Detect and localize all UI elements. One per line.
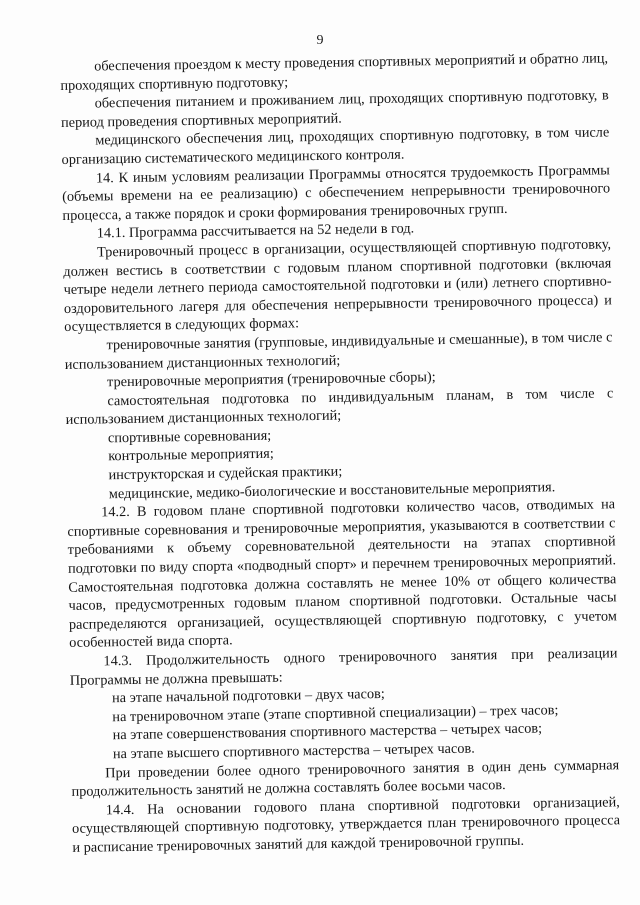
list-item-training-camps: тренировочные мероприятия (тренировочные сборы); bbox=[106, 369, 436, 391]
list-item-competitions: спортивные соревнования; bbox=[107, 427, 272, 447]
list-item-improvement-stage: на этапе совершенствования спортивного мастерства – четырех часов; bbox=[112, 720, 543, 744]
paragraph-14: 14. К иным условиям реализации Программы относятся трудоемкость Программы (объемы времени на ее реализацию) с обеспечением непрерывности тренировочного процесса, а также порядок и сроки формирования тренировочных групп. bbox=[62, 161, 611, 224]
list-item-training-sessions: тренировочные занятия (групповые, индивидуальные и смешанные), в том числе с использованием дистанционных технологий; bbox=[64, 329, 613, 373]
paragraph-transport: обеспечения проездом к месту проведения спортивных мероприятий и обратно лиц, проходящих спортивную подготовку; bbox=[60, 50, 609, 94]
paragraph-14-1: 14.1. Программа рассчитывается на 52 недели в год. bbox=[96, 220, 415, 242]
document-body bbox=[60, 49, 620, 857]
paragraph-14-2: 14.2. В годовом плане спортивной подготовки количество часов, отводимых на спортивные соревнования и тренировочные мероприятия, указываются в соответствии с требованиями к объему соревновательной деятельности на этапах спортивной подготовки по виду спорта «подводный спорт» и перечнем тренировочных мероприятий. Самостоятельная подготовка должна составлять не менее 10% от общего количества часов, предусмотренных годовым планом спортивной подготовки. Остальные часы распределяются организацией, осуществляющей спортивную подготовку, с учетом особенностей вида спорта. bbox=[67, 496, 617, 652]
list-item-initial-stage: на этапе начальной подготовки – двух часов; bbox=[111, 686, 385, 707]
list-item-self-training: самостоятельная подготовка по индивидуальным планам, в том числе с использованием дистанционных технологий; bbox=[65, 385, 614, 429]
paragraph-14-3: 14.3. Продолжительность одного тренировочного занятия при реализации Программы не должна превышать: bbox=[69, 645, 618, 689]
page-number: 9 bbox=[316, 33, 324, 48]
paragraph-medical: медицинского обеспечения лиц, проходящих спортивную подготовку, в том числе организацию систематического медицинского контроля. bbox=[61, 124, 610, 168]
paragraph-multiple-sessions: При проведении более одного тренировочного занятия в один день суммарная продолжительность занятий не должна составлять более восьми часов. bbox=[71, 756, 620, 801]
paragraph-training-process: Тренировочный процесс в организации, осуществляющей спортивную подготовку, должен вестись в соответствии с годовым планом спортивной подготовки (включая четыре недели летнего периода самостоятельной подготовки и (или) летнего спортивно-оздоровительного лагеря для обеспечения непрерывности тренировочного процесса) и осуществляется в следующих формах: bbox=[63, 236, 612, 336]
paragraph-food-lodging: обеспечения питанием и проживанием лиц, проходящих спортивную подготовку, в период проведения спортивных мероприятий. bbox=[60, 87, 609, 131]
list-item-control-events: контрольные мероприятия; bbox=[108, 446, 274, 465]
list-item-medical-events: медицинские, медико-биологические и восстановительные мероприятия. bbox=[108, 478, 556, 502]
list-item-training-stage: на тренировочном этапе (этапе спортивной специализации) – трех часов; bbox=[112, 702, 559, 726]
list-item-instructor-practice: инструкторская и судейская практики; bbox=[108, 463, 343, 484]
list-item-higher-mastery-stage: на этапе высшего спортивного мастерства – четырех часов. bbox=[112, 740, 475, 763]
paragraph-14-4: 14.4. На основании годового плана спортивной подготовки организацией, осуществляющей спортивную подготовку, утверждается план тренировочного процесса и расписание тренировочных занятий для каждой тренировочной группы. bbox=[71, 794, 621, 856]
